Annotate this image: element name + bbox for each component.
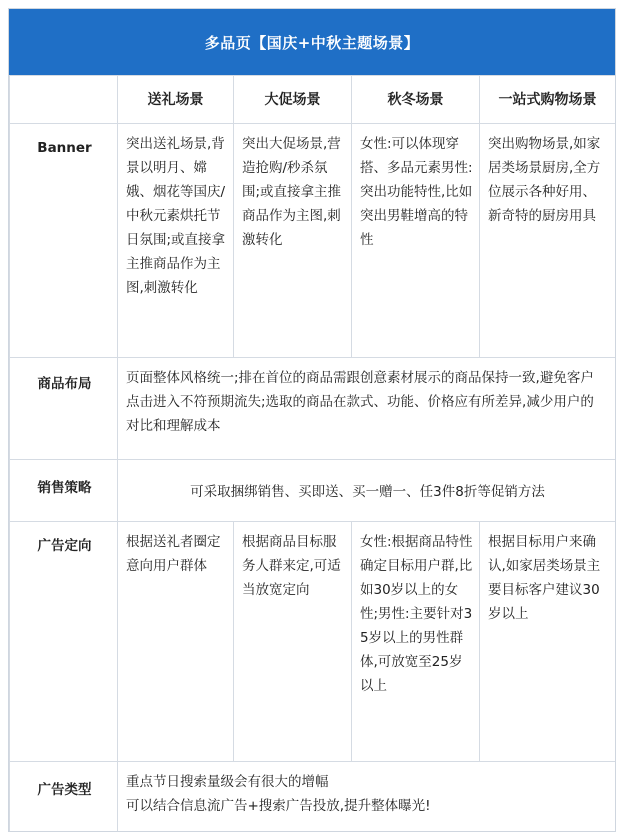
table-row-sales bbox=[10, 460, 616, 522]
banner-cell-gift: 突出送礼场景,背景以明月、嫦娥、烟花等国庆/中秋元素烘托节日氛围;或直接拿主推商品作为主图,刺激转化 bbox=[118, 124, 234, 358]
targeting-cell-one-stop: 根据目标用户来确认,如家居类场景主要目标客户建议30岁以上 bbox=[480, 522, 616, 762]
page-title: 多品页【国庆+中秋主题场景】 bbox=[9, 9, 615, 75]
column-header-autumn-winter: 秋冬场景 bbox=[352, 76, 480, 124]
row-label-targeting: 广告定向 bbox=[10, 522, 118, 762]
adtype-line-2: 可以结合信息流广告+搜索广告投放,提升整体曝光! bbox=[126, 798, 431, 814]
sales-cell: 可采取捆绑销售、买即送、买一赠一、任3件8折等促销方法 bbox=[118, 460, 616, 522]
page-frame bbox=[8, 8, 616, 832]
column-header-row bbox=[10, 76, 616, 124]
row-label-adtype: 广告类型 bbox=[10, 762, 118, 833]
banner-cell-one-stop: 突出购物场景,如家居类场景厨房,全方位展示各种好用、新奇特的厨房用具 bbox=[480, 124, 616, 358]
table-row-banner bbox=[10, 124, 616, 358]
scene-table bbox=[9, 75, 616, 832]
adtype-cell bbox=[118, 762, 616, 833]
layout-cell: 页面整体风格统一;排在首位的商品需跟创意素材展示的商品保持一致,避免客户点击进入不符预期流失;选取的商品在款式、功能、价格应有所差异,减少用户的对比和理解成本 bbox=[118, 358, 616, 460]
row-label-layout: 商品布局 bbox=[10, 358, 118, 460]
column-header-gift: 送礼场景 bbox=[118, 76, 234, 124]
banner-cell-promo: 突出大促场景,营造抢购/秒杀氛围;或直接拿主推商品作为主图,刺激转化 bbox=[234, 124, 352, 358]
column-header-one-stop: 一站式购物场景 bbox=[480, 76, 616, 124]
corner-cell bbox=[10, 76, 118, 124]
table-row-targeting bbox=[10, 522, 616, 762]
table-row-layout bbox=[10, 358, 616, 460]
row-label-sales: 销售策略 bbox=[10, 460, 118, 522]
adtype-line-1: 重点节日搜索量级会有很大的增幅 bbox=[126, 774, 329, 790]
table-row-adtype bbox=[10, 762, 616, 833]
targeting-cell-promo: 根据商品目标服务人群来定,可适当放宽定向 bbox=[234, 522, 352, 762]
banner-cell-autumn-winter: 女性:可以体现穿搭、多品元素男性:突出功能特性,比如突出男鞋增高的特性 bbox=[352, 124, 480, 358]
targeting-cell-gift: 根据送礼者圈定意向用户群体 bbox=[118, 522, 234, 762]
targeting-cell-autumn-winter: 女性:根据商品特性确定目标用户群,比如30岁以上的女性;男性:主要针对35岁以上的男性群体,可放宽至25岁以上 bbox=[352, 522, 480, 762]
column-header-promo: 大促场景 bbox=[234, 76, 352, 124]
row-label-banner: Banner bbox=[10, 124, 118, 358]
